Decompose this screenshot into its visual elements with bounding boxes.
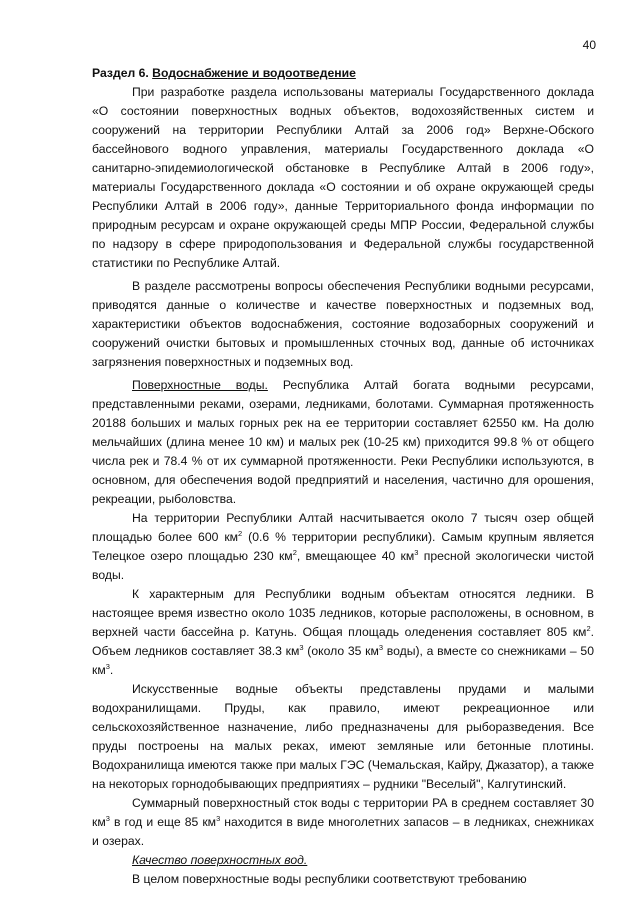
glaciers-text-a: К характерным для Республики водным объектам относятся ледники. В настоящее время известно около 1035 ледников, которые расположены, в основном, в верхней части бассейна р. Катунь. Общая площадь оледенения составляет 805 км: [92, 587, 594, 639]
lakes-text-d: пресной экологически чистой воды.: [92, 549, 594, 582]
glaciers-text-d: воды), а вместе со снежниками – 50 км: [92, 644, 594, 677]
paragraph-runoff: [92, 794, 594, 851]
sup: 3: [105, 813, 110, 823]
document-body: [92, 64, 594, 889]
surface-waters-text: Республика Алтай богата водными ресурсами, представленными реками, озерами, ледниками, болотами. Суммарная протяженность 20188 больших и малых горных рек на ее территории составляет 62550 км. На долю мельчайших (длина менее 10 км) и малых рек (10-25 км) приходится 99.8 % от общего числа рек и 78.4 % от их суммарной протяженности. Реки Республики используются, в основном, для обеспечения водой предприятий и населения, частично для орошения, рекреации, рыболовства.: [92, 378, 594, 506]
section-heading: [92, 64, 594, 83]
paragraph-lakes: [92, 509, 594, 585]
sup: 2: [238, 528, 243, 538]
section-title: Водоснабжение и водоотведение: [152, 66, 356, 80]
subheading-text: Качество поверхностных вод.: [132, 853, 308, 867]
lakes-text-b: (0.6 % территории республики). Самым крупным является Телецкое озеро площадью 230 км: [92, 530, 594, 563]
sup: 3: [378, 642, 384, 652]
glaciers-text-e: .: [109, 663, 114, 677]
paragraph-quality: В целом поверхностные воды республики соответствуют требованию: [132, 872, 527, 886]
subheading-water-quality: [92, 851, 594, 870]
runoff-text-c: находится в виде многолетних запасов – в ледниках, снежниках и озерах.: [92, 815, 594, 848]
surface-waters-lead: Поверхностные воды.: [132, 378, 268, 392]
paragraph-scope: В разделе рассмотрены вопросы обеспечения Республики водными ресурсами, приводятся данные о количестве и качестве поверхностных и подземных вод, характеристики объектов водоснабжения, состояние водозаборных сооружений и сооружений очистки бытовых и промышленных сточных вод, данные об источниках загрязнения поверхностных и подземных вод.: [92, 279, 594, 369]
lakes-text-c: , вмещающее 40 км: [296, 549, 415, 563]
section-label: Раздел 6.: [92, 66, 149, 80]
sup: 3: [216, 813, 221, 823]
sup: 2: [586, 623, 591, 633]
sup: 3: [105, 661, 110, 671]
runoff-text-a: Суммарный поверхностный сток воды с территории РА в среднем составляет 30 км: [92, 796, 594, 829]
paragraph-glaciers: [92, 585, 594, 680]
paragraph-surface-waters: [92, 376, 594, 509]
sup: 3: [299, 642, 304, 652]
glaciers-text-b: . Объем ледников составляет 38.3 км: [92, 625, 594, 658]
paragraph-sources: При разработке раздела использованы материалы Государственного доклада «О состоянии поверхностных водных объектов, водохозяйственных систем и сооружений на территории Республики Алтай за 2006 год» Верхне-Обского бассейнового водного управления, материалы Государственного доклада «О санитарно-эпидемиологической обстановке в Республике Алтай в 2006 году», материалы Государственного доклада «О состоянии и об охране окружающей среды Республики Алтай в 2006 году», данные Территориального фонда информации по природным ресурсам и охране окружающей среды МПР России, Федеральной службы по надзору в сфере природопользования и Федеральной службы государственной статистики по Республике Алтай.: [92, 85, 594, 270]
paragraph-artificial-waters: Искусственные водные объекты представлены прудами и малыми водохранилищами. Пруды, как правило, имеют рекреационное или сельскохозяйственное назначение, либо предназначены для рыборазведения. Все пруды построены на малых реках, имеют земляные или бетонные плотины. Водохранилища имеются также при малых ГЭС (Чемальская, Кайру, Джазатор), а также на некоторых горнодобывающих предприятиях – рудники "Веселый", Калгутинский.: [92, 682, 594, 791]
page-number: 40: [582, 38, 596, 52]
sup: 2: [292, 547, 297, 557]
lakes-text-a: На территории Республики Алтай насчитывается около 7 тысяч озер общей площадью более 600 км: [92, 511, 594, 544]
sup: 3: [414, 547, 419, 557]
runoff-text-b: в год и еще 85 км: [109, 815, 217, 829]
glaciers-text-c: (около 35 км: [303, 644, 379, 658]
